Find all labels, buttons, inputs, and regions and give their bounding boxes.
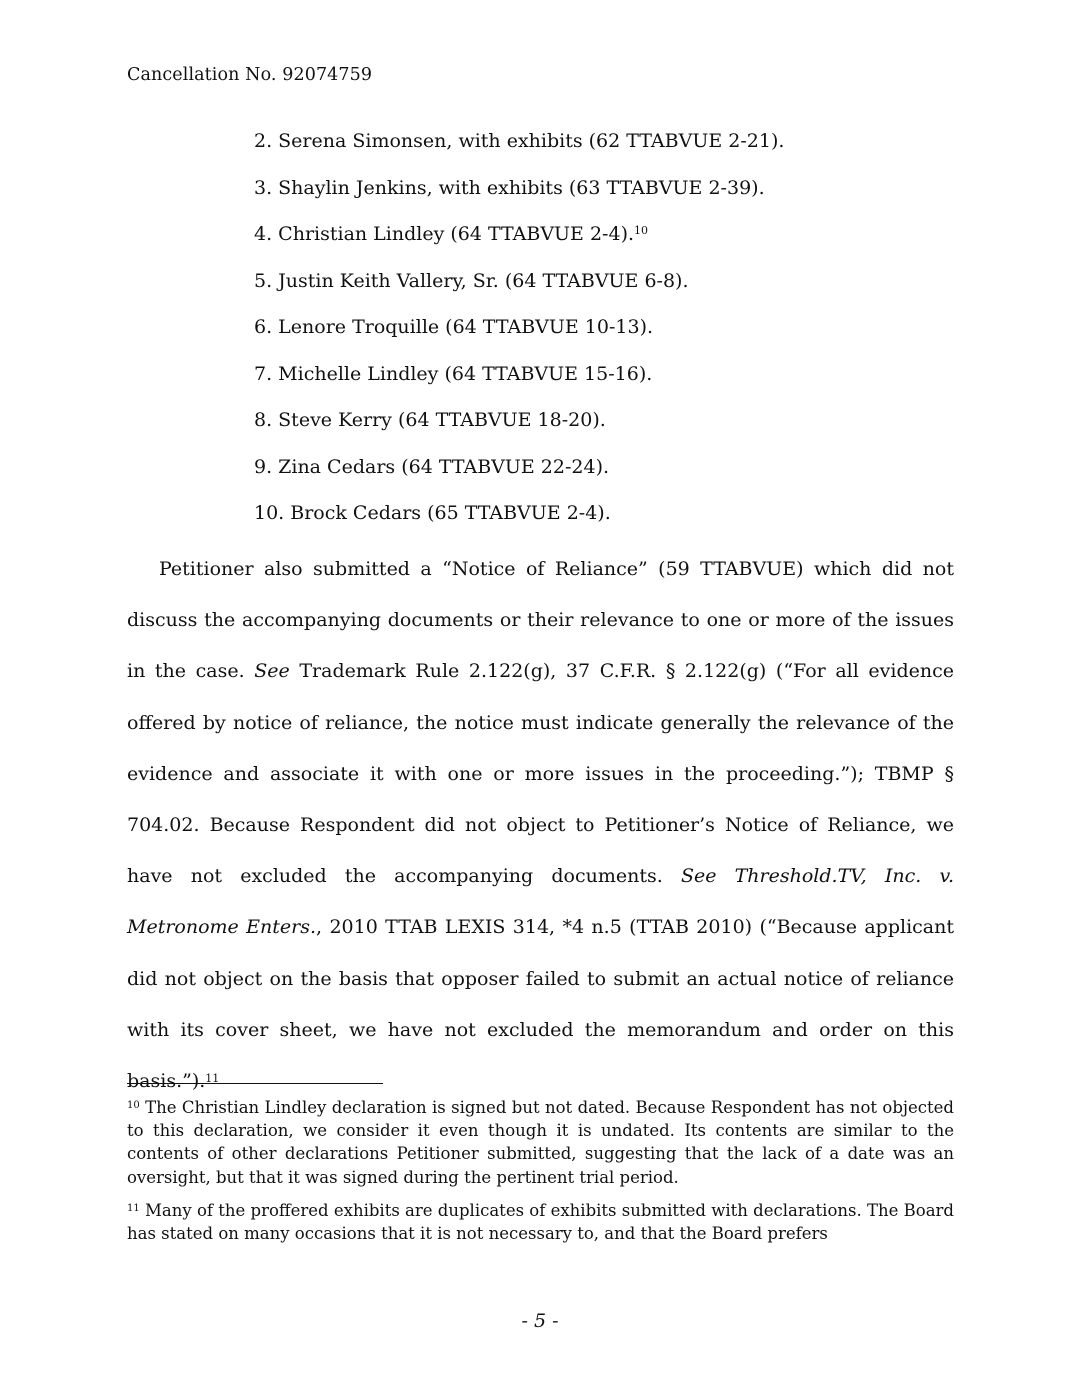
footnote-10: $^{10}$ The Christian Lindley declaration is signed but not dated. Because Respondent has not objected to this declaration, we consider it even though it is undated. Its contents are similar to the contents of other declarations Petitioner submitted, suggesting that the lack of a date was an oversight, but that it was signed during the pertinent trial period. xyxy=(127,1098,954,1187)
page-number: - 5 - xyxy=(521,1310,559,1332)
list-item: 6. Lenore Troquille (64 TTABVUE 10-13). xyxy=(254,316,654,338)
list-item: 9. Zina Cedars (64 TTABVUE 22-24). xyxy=(254,455,610,478)
case-number-header: Cancellation No. 92074759 xyxy=(127,65,373,85)
list-item: 2. Serena Simonsen, with exhibits (62 TTABVUE 2-21). xyxy=(254,130,785,152)
footnote-11: $^{11}$ Many of the proffered exhibits are duplicates of exhibits submitted with declarations. The Board has stated on many occasions that it is not necessary to, and that the Board prefers xyxy=(127,1201,954,1244)
footnote-divider xyxy=(127,1083,383,1084)
list-item: 10. Brock Cedars (65 TTABVUE 2-4). xyxy=(254,502,611,524)
list-item: 5. Justin Keith Vallery, Sr. (64 TTABVUE 6-8). xyxy=(254,269,689,292)
footnote-ref-11: 11 xyxy=(205,1072,220,1086)
case-citation: See Threshold.TV, Inc. v. Metronome Enters. xyxy=(127,865,954,939)
declarations-list xyxy=(254,127,784,546)
list-item: 4. Christian Lindley (64 TTABVUE 2-4).$^{10}$ xyxy=(254,223,649,245)
list-item: 7. Michelle Lindley (64 TTABVUE 15-16). xyxy=(254,362,653,385)
notice-of-reliance-paragraph: Petitioner also submitted a “Notice of Reliance” (59 TTABVUE) which did not discuss the accompanying documents or their relevance to one or more of the issues in the case. See Trademark Rule 2.122(g), 37 C.F.R. § 2.122(g) (“For all evidence offered by notice of reliance, the notice must indicate generally the relevance of the evidence and associate it with one or more issues in the proceeding.”); TBMP § 704.02. Because Respondent did not object to Petitioner’s Notice of Reliance, we have not excluded the accompanying documents. See Threshold.TV, Inc. v. Metronome Enters., 2010 TTAB LEXIS 314, *4 n.5 (TTAB 2010) (“Because applicant did not object on the basis that opposer failed to submit an actual notice of reliance with its cover sheet, we have not excluded the memorandum and order on this basis.”).$^{11}$ xyxy=(127,558,954,1093)
footnote-ref-10: 10 xyxy=(634,224,649,237)
list-item: 3. Shaylin Jenkins, with exhibits (63 TTABVUE 2-39). xyxy=(254,176,765,199)
list-item: 8. Steve Kerry (64 TTABVUE 18-20). xyxy=(254,409,606,431)
